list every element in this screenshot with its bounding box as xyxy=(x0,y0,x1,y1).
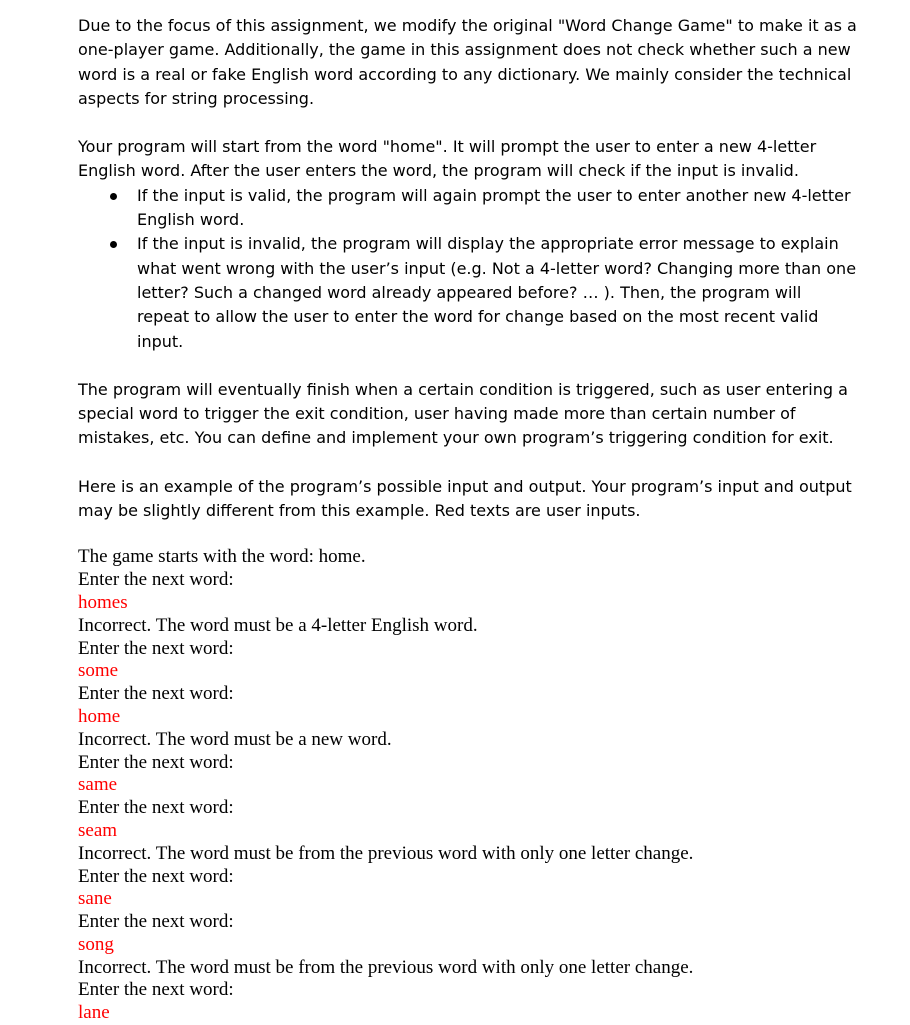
exit-condition-paragraph: The program will eventually finish when a certain condition is triggered, such as user entering a special word to trigger the exit condition, user having made more than certain number of mistakes, etc. You can define and implement your own program’s triggering condition for exit. xyxy=(78,379,848,448)
transcript-program-output: Incorrect. The word must be a new word. xyxy=(78,728,392,750)
transcript-user-input: seam xyxy=(78,819,118,841)
example-transcript xyxy=(78,546,858,1025)
bullet-item-valid xyxy=(78,184,858,233)
intro-paragraph: Due to the focus of this assignment, we modify the original "Word Change Game" to make it as a one-player game. Additionally, the game in this assignment does not check whether such a new word is a real or fake English word according to any dictionary. We mainly consider the technical aspects for string processing. xyxy=(78,16,857,108)
transcript-user-input: same xyxy=(78,774,118,796)
transcript-program-output: Incorrect. The word must be from the previous word with only one letter change. xyxy=(78,842,694,864)
program-start-paragraph: Your program will start from the word "home". It will prompt the user to enter a new 4-letter English word. After the user enters the word, the program will check if the input is invalid. xyxy=(78,137,817,181)
bullet-text-invalid: If the input is invalid, the program will display the appropriate error message to explain what went wrong with the user’s input (e.g. Not a 4-letter word? Changing more than one letter? Such a changed word already appeared before? … ). Then, the program will repeat to allow the user to enter the word for change based on the most recent valid input. xyxy=(137,234,857,351)
transcript-program-output: Enter the next word: xyxy=(78,751,234,773)
transcript-program-output: Incorrect. The word must be a 4-letter English word. xyxy=(78,614,478,636)
transcript-user-input: lane xyxy=(78,1002,110,1024)
transcript-program-output: Enter the next word: xyxy=(78,683,234,705)
transcript-user-input: sane xyxy=(78,888,112,910)
example-intro-paragraph: Here is an example of the program’s possible input and output. Your program’s input and output may be slightly different from this example. Red texts are user inputs. xyxy=(78,476,852,521)
transcript-program-output: Enter the next word: xyxy=(78,637,234,659)
transcript-user-input: homes xyxy=(78,591,128,613)
assignment-document xyxy=(78,14,858,1025)
transcript-user-input: song xyxy=(78,933,114,955)
bullet-item-invalid xyxy=(78,232,858,353)
paragraph-spacer xyxy=(78,354,858,378)
transcript-program-output: The game starts with the word: home. xyxy=(78,546,366,568)
transcript-program-output: Enter the next word: xyxy=(78,865,234,887)
bullet-text-valid: If the input is valid, the program will again prompt the user to enter another new 4-letter English word. xyxy=(137,185,851,230)
transcript-program-output: Enter the next word: xyxy=(78,797,234,819)
transcript-user-input: home xyxy=(78,705,121,727)
paragraph-spacer xyxy=(78,451,858,475)
paragraph-spacer xyxy=(78,111,858,135)
bullet-icon xyxy=(110,241,117,248)
transcript-program-output: Enter the next word: xyxy=(78,569,234,591)
transcript-program-output: Enter the next word: xyxy=(78,911,234,933)
transcript-program-output: Enter the next word: xyxy=(78,979,234,1001)
transcript-user-input: some xyxy=(78,660,119,682)
bullet-icon xyxy=(110,193,117,200)
validation-bullet-list xyxy=(78,184,858,354)
transcript-program-output: Incorrect. The word must be from the previous word with only one letter change. xyxy=(78,956,694,978)
